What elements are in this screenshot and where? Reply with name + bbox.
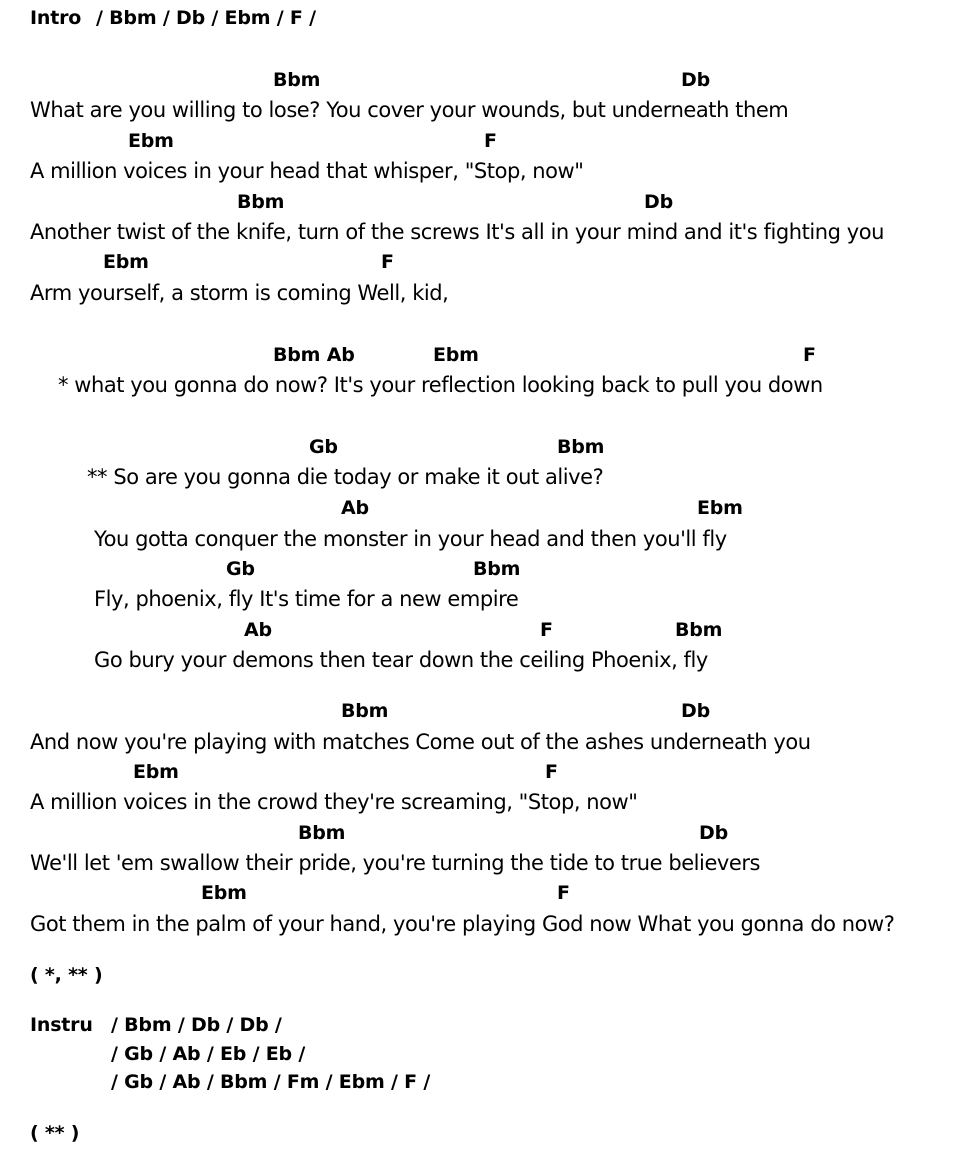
lyric-line: And now you're playing with matches Come out of the ashes underneath you [30, 730, 811, 754]
lyric-line: You gotta conquer the monster in your head and then you'll fly [94, 527, 727, 551]
lyric-line: We'll let 'em swallow their pride, you're turning the tide to true believers [30, 851, 761, 875]
instru-label: Instru [30, 1014, 93, 1036]
repeat-marker: ( ** ) [30, 1122, 80, 1144]
chord: Ab [244, 619, 272, 641]
instru-chords-row: / Gb / Ab / Bbm / Fm / Ebm / F / [111, 1071, 431, 1093]
lyric-line: A million voices in the crowd they're screaming, "Stop, now" [30, 790, 638, 814]
chord: Gb [226, 558, 255, 580]
chord: Db [681, 700, 710, 722]
chord: F [540, 619, 553, 641]
lyric-line: * what you gonna do now? It's your reflection looking back to pull you down [58, 373, 823, 397]
chord: Ebm [128, 130, 174, 152]
chord: Ab [341, 497, 369, 519]
lyric-line: ** So are you gonna die today or make it out alive? [87, 465, 604, 489]
chord: F [557, 882, 570, 904]
chord: Gb [309, 436, 338, 458]
instru-chords-row: / Bbm / Db / Db / [111, 1014, 282, 1036]
chord: Ebm [133, 761, 179, 783]
lyric-line: Another twist of the knife, turn of the screws It's all in your mind and it's fighting you [30, 220, 884, 244]
lyric-line: A million voices in your head that whisper, "Stop, now" [30, 159, 584, 183]
chord: F [484, 130, 497, 152]
chord: Bbm [298, 822, 346, 844]
lyric-line: What are you willing to lose? You cover your wounds, but underneath them [30, 98, 789, 122]
chord: Bbm [557, 436, 605, 458]
lyric-line: Got them in the palm of your hand, you're playing God now What you gonna do now? [30, 912, 895, 936]
intro-chords: / Bbm / Db / Ebm / F / [96, 7, 316, 29]
lyric-line: Go bury your demons then tear down the ceiling Phoenix, fly [94, 648, 708, 672]
chord: F [381, 251, 394, 273]
chord: Bbm [341, 700, 389, 722]
chord: Ebm [201, 882, 247, 904]
chord: Bbm [675, 619, 723, 641]
chord: Bbm Ab [273, 344, 355, 366]
repeat-marker: ( *, ** ) [30, 964, 103, 986]
chord: Bbm [237, 191, 285, 213]
chord: Db [681, 69, 710, 91]
lyric-line: Arm yourself, a storm is coming Well, kid, [30, 281, 449, 305]
lyric-line: Fly, phoenix, fly It's time for a new empire [94, 587, 519, 611]
chord: Ebm [697, 497, 743, 519]
chord: Db [644, 191, 673, 213]
chord: Ebm [433, 344, 479, 366]
chord: F [803, 344, 816, 366]
chord: Bbm [473, 558, 521, 580]
instru-chords-row: / Gb / Ab / Eb / Eb / [111, 1043, 306, 1065]
chord: F [545, 761, 558, 783]
chord: Db [699, 822, 728, 844]
chord: Ebm [103, 251, 149, 273]
chord: Bbm [273, 69, 321, 91]
intro-label: Intro [30, 7, 82, 29]
